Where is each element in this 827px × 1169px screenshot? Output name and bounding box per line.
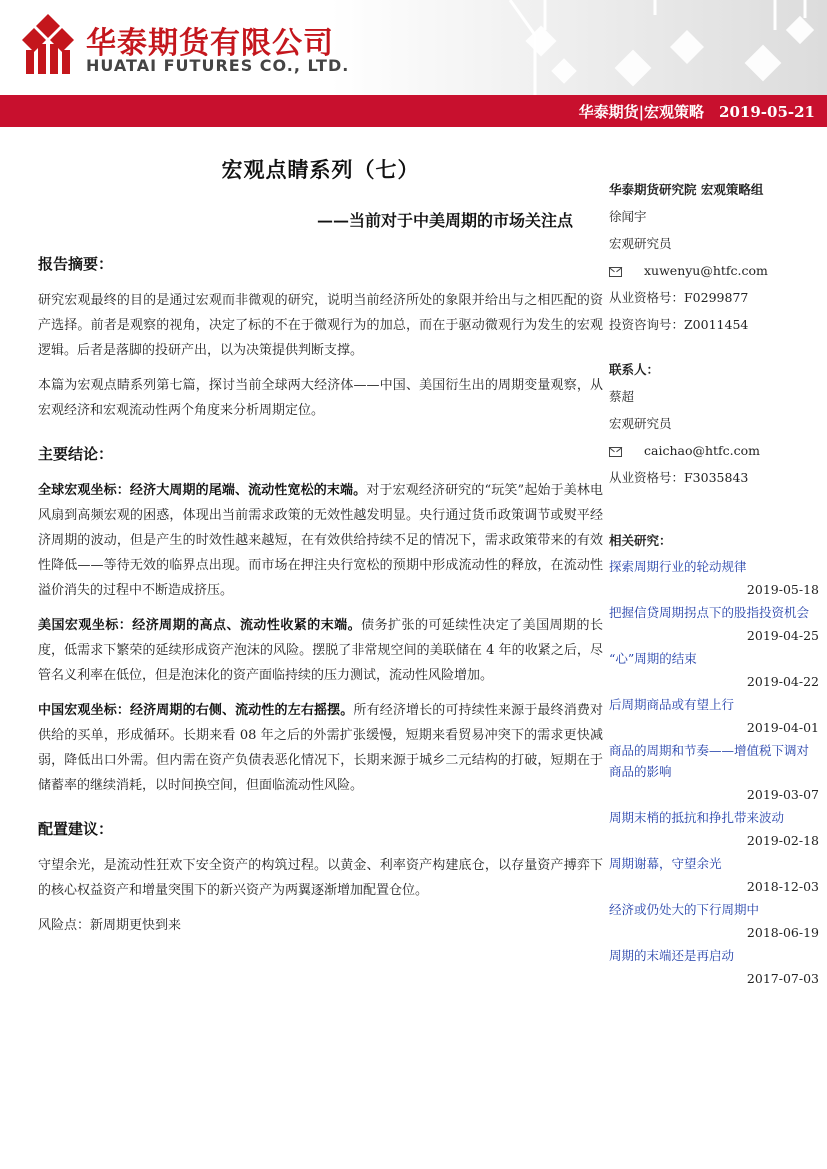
institute-name: 华泰期货研究院 宏观策略组 <box>609 182 764 197</box>
risk-point: 风险点：新周期更快到来 <box>38 918 182 933</box>
related-date: 2019-04-25 <box>746 628 819 643</box>
related-date: 2018-06-19 <box>746 925 819 940</box>
related-link[interactable]: 把握信贷周期拐点下的股指投资机会 <box>609 605 810 620</box>
config-paragraph: 守望余光，是流动性狂欢下安全资产的构筑过程。以黄金、利率资产构建底仓，以存量资产搏弈下的核心权益资产和增量突围下的新兴资产为两翼逐渐增加配置仓位。 <box>38 858 603 898</box>
mail-icon <box>609 267 622 277</box>
conclusion-us-body: 债务扩张的可延续性决定了美国周期的长度，低需求下繁荣的延续形成资产泡沫的风险。摆脱了非常规空间的美联储在 4 年的收紧之后，尽管名义利率在低位，但是泡沫化的资产面临持续的压力测试，流动性风险增加。 <box>38 618 603 683</box>
analyst-name: 徐闻宇 <box>609 209 647 224</box>
analyst-email[interactable]: xuwenyu@htfc.com <box>644 263 768 278</box>
related-link[interactable]: “心”周期的结束 <box>609 651 697 666</box>
contact-role: 宏观研究员 <box>609 416 672 431</box>
related-link[interactable]: 周期谢幕，守望余光 <box>609 856 722 871</box>
analyst-email-row <box>609 257 819 284</box>
analyst-role: 宏观研究员 <box>609 236 672 251</box>
conclusion-china <box>38 698 603 798</box>
config-heading: 配置建议： <box>38 820 114 838</box>
conclusion-global <box>38 478 603 603</box>
contact-cert: 从业资格号：F3035843 <box>609 470 749 485</box>
related-item <box>609 853 819 897</box>
related-item <box>609 740 819 805</box>
header-decoration <box>420 0 827 95</box>
related-date: 2019-04-01 <box>746 720 819 735</box>
related-date: 2017-07-03 <box>746 971 819 986</box>
related-link[interactable]: 探索周期行业的轮动规律 <box>609 559 747 574</box>
related-date: 2019-05-18 <box>746 582 819 597</box>
contact-heading: 联系人： <box>609 362 660 377</box>
report-subtitle: ——当前对于中美周期的市场关注点 <box>316 211 573 230</box>
report-title: 宏观点睛系列（七） <box>221 157 420 182</box>
related-item <box>609 807 819 851</box>
contact-name: 蔡超 <box>609 389 635 404</box>
related-link[interactable]: 商品的周期和节奏——增值税下调对商品的影响 <box>609 743 810 779</box>
sidebar <box>609 176 819 989</box>
related-date: 2018-12-03 <box>746 879 819 894</box>
related-date: 2019-03-07 <box>746 787 819 802</box>
main-content <box>38 150 603 948</box>
related-link[interactable]: 周期末梢的抵抗和挣扎带来波动 <box>609 810 785 825</box>
analyst-cert: 从业资格号：F0299877 <box>609 290 749 305</box>
conclusion-china-lead: 中国宏观坐标：经济周期的右侧、流动性的左右摇摆。 <box>38 703 354 718</box>
related-item <box>609 648 819 692</box>
related-item <box>609 602 819 646</box>
related-date: 2019-02-18 <box>746 833 819 848</box>
contact-email[interactable]: caichao@htfc.com <box>644 443 761 458</box>
conclusion-china-body: 所有经济增长的可持续性来源于最终消费对供给的买单，形成循环。长期来看 08 年之后的外需扩张缓慢，短期来看贸易冲突下的需求更快减弱，降低出口外需。但内需在资产负债表恶化情况下，长期来源于城乡二元结构的打破，短期在于储蓄率的继续消耗，以时间换空间，但面临流动性风险。 <box>38 703 603 793</box>
related-item <box>609 694 819 738</box>
related-list <box>609 556 819 989</box>
related-link[interactable]: 周期的末端还是再启动 <box>609 948 735 963</box>
related-heading: 相关研究： <box>609 533 672 548</box>
analyst-consult: 投资咨询号：Z0011454 <box>609 317 749 332</box>
company-name-en: HUATAI FUTURES CO., LTD. <box>86 56 350 75</box>
page-header <box>0 0 827 95</box>
company-name-cn: 华泰期货有限公司 <box>86 26 334 61</box>
related-date: 2019-04-22 <box>746 674 819 689</box>
summary-paragraph-2: 本篇为宏观点睛系列第七篇，探讨当前全球两大经济体——中国、美国衍生出的周期变量观察，从宏观经济和宏观流动性两个角度来分析周期定位。 <box>38 378 603 418</box>
summary-paragraph-1: 研究宏观最终的目的是通过宏观而非微观的研究，说明当前经济所处的象限并给出与之相匹配的资产选择。前者是观察的视角，决定了标的不在于微观行为的加总，而在于驱动微观行为发生的宏观逻辑。后者是落脚的投研产出，以为决策提供判断支撑。 <box>38 293 603 358</box>
related-item <box>609 945 819 989</box>
mail-icon <box>609 447 622 457</box>
report-category-date: 华泰期货|宏观策略 2019-05-21 <box>578 103 815 121</box>
related-link[interactable]: 经济或仍处大的下行周期中 <box>609 902 760 917</box>
contact-email-row <box>609 437 819 464</box>
conclusion-us-lead: 美国宏观坐标：经济周期的高点、流动性收紧的末端。 <box>38 618 362 633</box>
related-link[interactable]: 后周期商品或有望上行 <box>609 697 735 712</box>
related-item <box>609 556 819 600</box>
conclusion-global-lead: 全球宏观坐标：经济大周期的尾端、流动性宽松的末端。 <box>38 483 367 498</box>
related-item <box>609 899 819 943</box>
summary-heading: 报告摘要： <box>38 255 114 273</box>
conclusion-heading: 主要结论： <box>38 445 114 463</box>
conclusion-us <box>38 613 603 688</box>
conclusion-global-body: 对于宏观经济研究的“玩笑”起始于美林电风扇到高频宏观的困惑，体现出当前需求政策的无效性越发明显。央行通过货币政策调节或熨平经济周期的波动，但是产生的时效性越来越短，在有效供给持续不足的情况下，需求政策带来的有效性降低——等待无效的临界点出现。而市场在押注央行宽松的预期中形成流动性的释放，在流动性溢价消失的过程中不断造成挤压。 <box>38 483 603 598</box>
huatai-logo-icon <box>22 14 74 74</box>
header-red-bar <box>0 95 827 127</box>
